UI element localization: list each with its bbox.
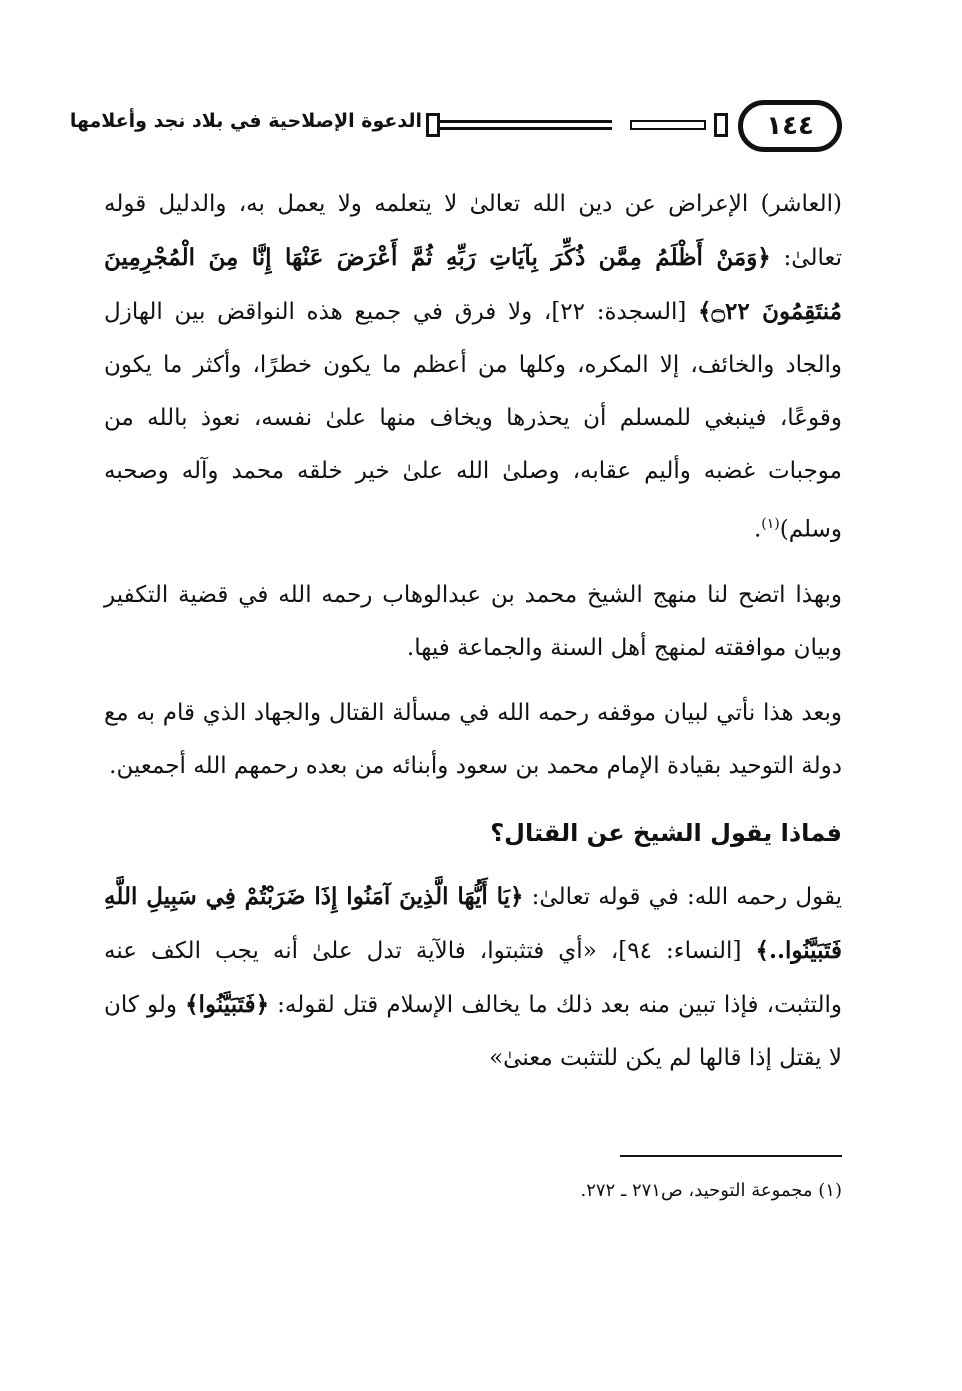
text-run: [النساء: ٩٤]، «أي فتثبتوا، فالآية تدل علىٰ أنه يجب الكف عنه والتثبت، فإذا تبين منه بعد ذلك ما يخالف الإسلام قتل لقوله: — [104, 937, 842, 1018]
text-run: يقول رحمه الله: في قوله تعالىٰ: — [523, 883, 843, 910]
main-text — [104, 178, 842, 1085]
text-run: ولو كان لا يقتل إذا قالها لم يكن للتثبت معنىٰ» — [104, 991, 842, 1071]
text-run: [السجدة: ٢٢]، ولا فرق في جميع هذه النواقض بين الهازل والجاد والخائف، إلا المكره، وكلها من أعظم ما يكون خطرًا، وأكثر ما يكون وقوعًا، فينبغي للمسلم أن يحذرها ويخاف منها علىٰ نفسه، نعوذ بالله من موجبات غضبه وأليم عقابه، وصلىٰ الله علىٰ خير خلقه محمد وآله وصحبه وسلم) — [104, 299, 842, 543]
paragraph — [104, 178, 842, 557]
footnote-marker[interactable]: (١) — [761, 516, 780, 532]
page-number: ١٤٤ — [738, 100, 842, 152]
footnote: (١) مجموعة التوحيد، ص٢٧١ ـ ٢٧٢. — [580, 1180, 842, 1201]
header-ornament — [632, 122, 704, 128]
quran-quote: ﴿وَمَنْ أَظْلَمُ مِمَّن ذُكِّرَ بِآيَاتِ رَبِّهِ ثُمَّ أَعْرَضَ عَنْهَا إِنَّا مِنَ الْمُجْرِمِينَ مُنتَقِمُونَ ۝٢٢﴾ — [104, 244, 842, 325]
header-ornament — [426, 113, 440, 137]
header-rule — [440, 120, 612, 130]
quran-quote: ﴿يَا أَيُّهَا الَّذِينَ آمَنُوا إِذَا ضَرَبْتُمْ فِي سَبِيلِ اللَّهِ فَتَبَيَّنُوا..﴾ — [104, 882, 842, 964]
text-run: (العاشر) الإعراض عن دين الله تعالىٰ لا يتعلمه ولا يعمل به، والدليل قوله تعالىٰ: — [104, 191, 842, 271]
paragraph — [104, 870, 842, 1085]
text-run: . — [753, 516, 762, 543]
footnote-divider — [620, 1155, 842, 1157]
paragraph: وبعد هذا نأتي لبيان موقفه رحمه الله في مسألة القتال والجهاد الذي قام به مع دولة التوحيد بقيادة الإمام محمد بن سعود وأبنائه من بعده رحمهم الله أجمعين. — [104, 699, 842, 779]
header-ornament — [714, 113, 728, 137]
running-header — [69, 100, 842, 156]
paragraph: وبهذا اتضح لنا منهج الشيخ محمد بن عبدالوهاب رحمه الله في قضية التكفير وبيان موافقته لمنهج أهل السنة والجماعة فيها. — [104, 581, 842, 661]
running-title: الدعوة الإصلاحية في بلاد نجد وأعلامها — [69, 110, 422, 132]
section-heading: فماذا يقول الشيخ عن القتال؟ — [490, 818, 842, 847]
quran-quote: ﴿فَتَبَيَّنُوا﴾ — [185, 990, 270, 1018]
